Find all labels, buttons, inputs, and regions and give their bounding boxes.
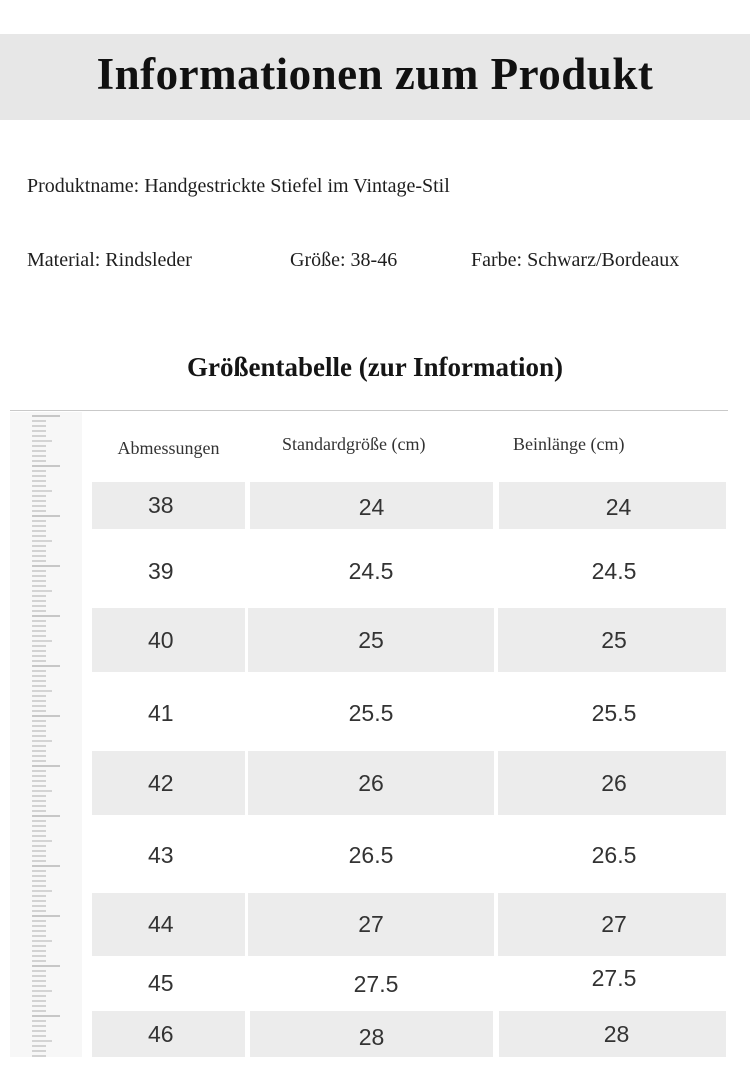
table-cell-standard: 28: [250, 1011, 493, 1057]
table-cell-standard: 25.5: [348, 699, 394, 726]
table-cell-standard: 27: [248, 893, 494, 956]
product-size: Größe: 38-46: [290, 249, 398, 271]
table-cell-leg: 28: [499, 1011, 726, 1057]
ruler-ticks-graphic: [10, 412, 82, 1057]
table-cell-standard: 25: [248, 608, 494, 672]
table-cell-standard: 24.5: [348, 557, 394, 584]
header-beinlaenge: Beinlänge (cm): [513, 433, 625, 454]
table-cell-leg: 27: [498, 893, 726, 956]
title-banner: [0, 34, 750, 120]
table-cell-size: 40: [92, 608, 245, 672]
table-cell-leg: 24: [499, 482, 726, 529]
table-cell-leg: 25: [498, 608, 726, 672]
table-cell-leg: 25.5: [591, 699, 637, 726]
table-cell-leg: 26.5: [591, 841, 637, 868]
table-cell-size: 46: [92, 1011, 245, 1057]
table-cell-size: 38: [92, 482, 245, 529]
table-cell-standard: 26.5: [348, 841, 394, 868]
header-abmessungen: Abmessungen: [117, 437, 220, 458]
product-name: Produktname: Handgestrickte Stiefel im Vintage-Stil: [27, 175, 450, 197]
page-title: Informationen zum Produkt: [96, 49, 654, 99]
product-color: Farbe: Schwarz/Bordeaux: [471, 249, 680, 271]
size-table-title: Größentabelle (zur Information): [187, 352, 563, 382]
table-cell-size: 41: [148, 699, 174, 726]
table-cell-size: 42: [92, 751, 245, 815]
header-standardgroesse: Standardgröße (cm): [282, 433, 426, 454]
table-cell-size: 43: [148, 841, 174, 868]
table-cell-leg: 26: [498, 751, 726, 815]
ruler-decoration: [10, 412, 82, 1057]
table-cell-standard: 27.5: [353, 970, 399, 997]
table-top-divider: [10, 410, 728, 411]
table-cell-leg: 24.5: [591, 557, 637, 584]
table-cell-standard: 26: [248, 751, 494, 815]
table-cell-standard: 24: [250, 482, 493, 529]
table-cell-size: 39: [148, 557, 174, 584]
table-cell-leg: 27.5: [591, 964, 637, 991]
table-cell-size: 44: [92, 893, 245, 956]
product-material: Material: Rindsleder: [27, 249, 192, 271]
table-cell-size: 45: [148, 969, 174, 996]
